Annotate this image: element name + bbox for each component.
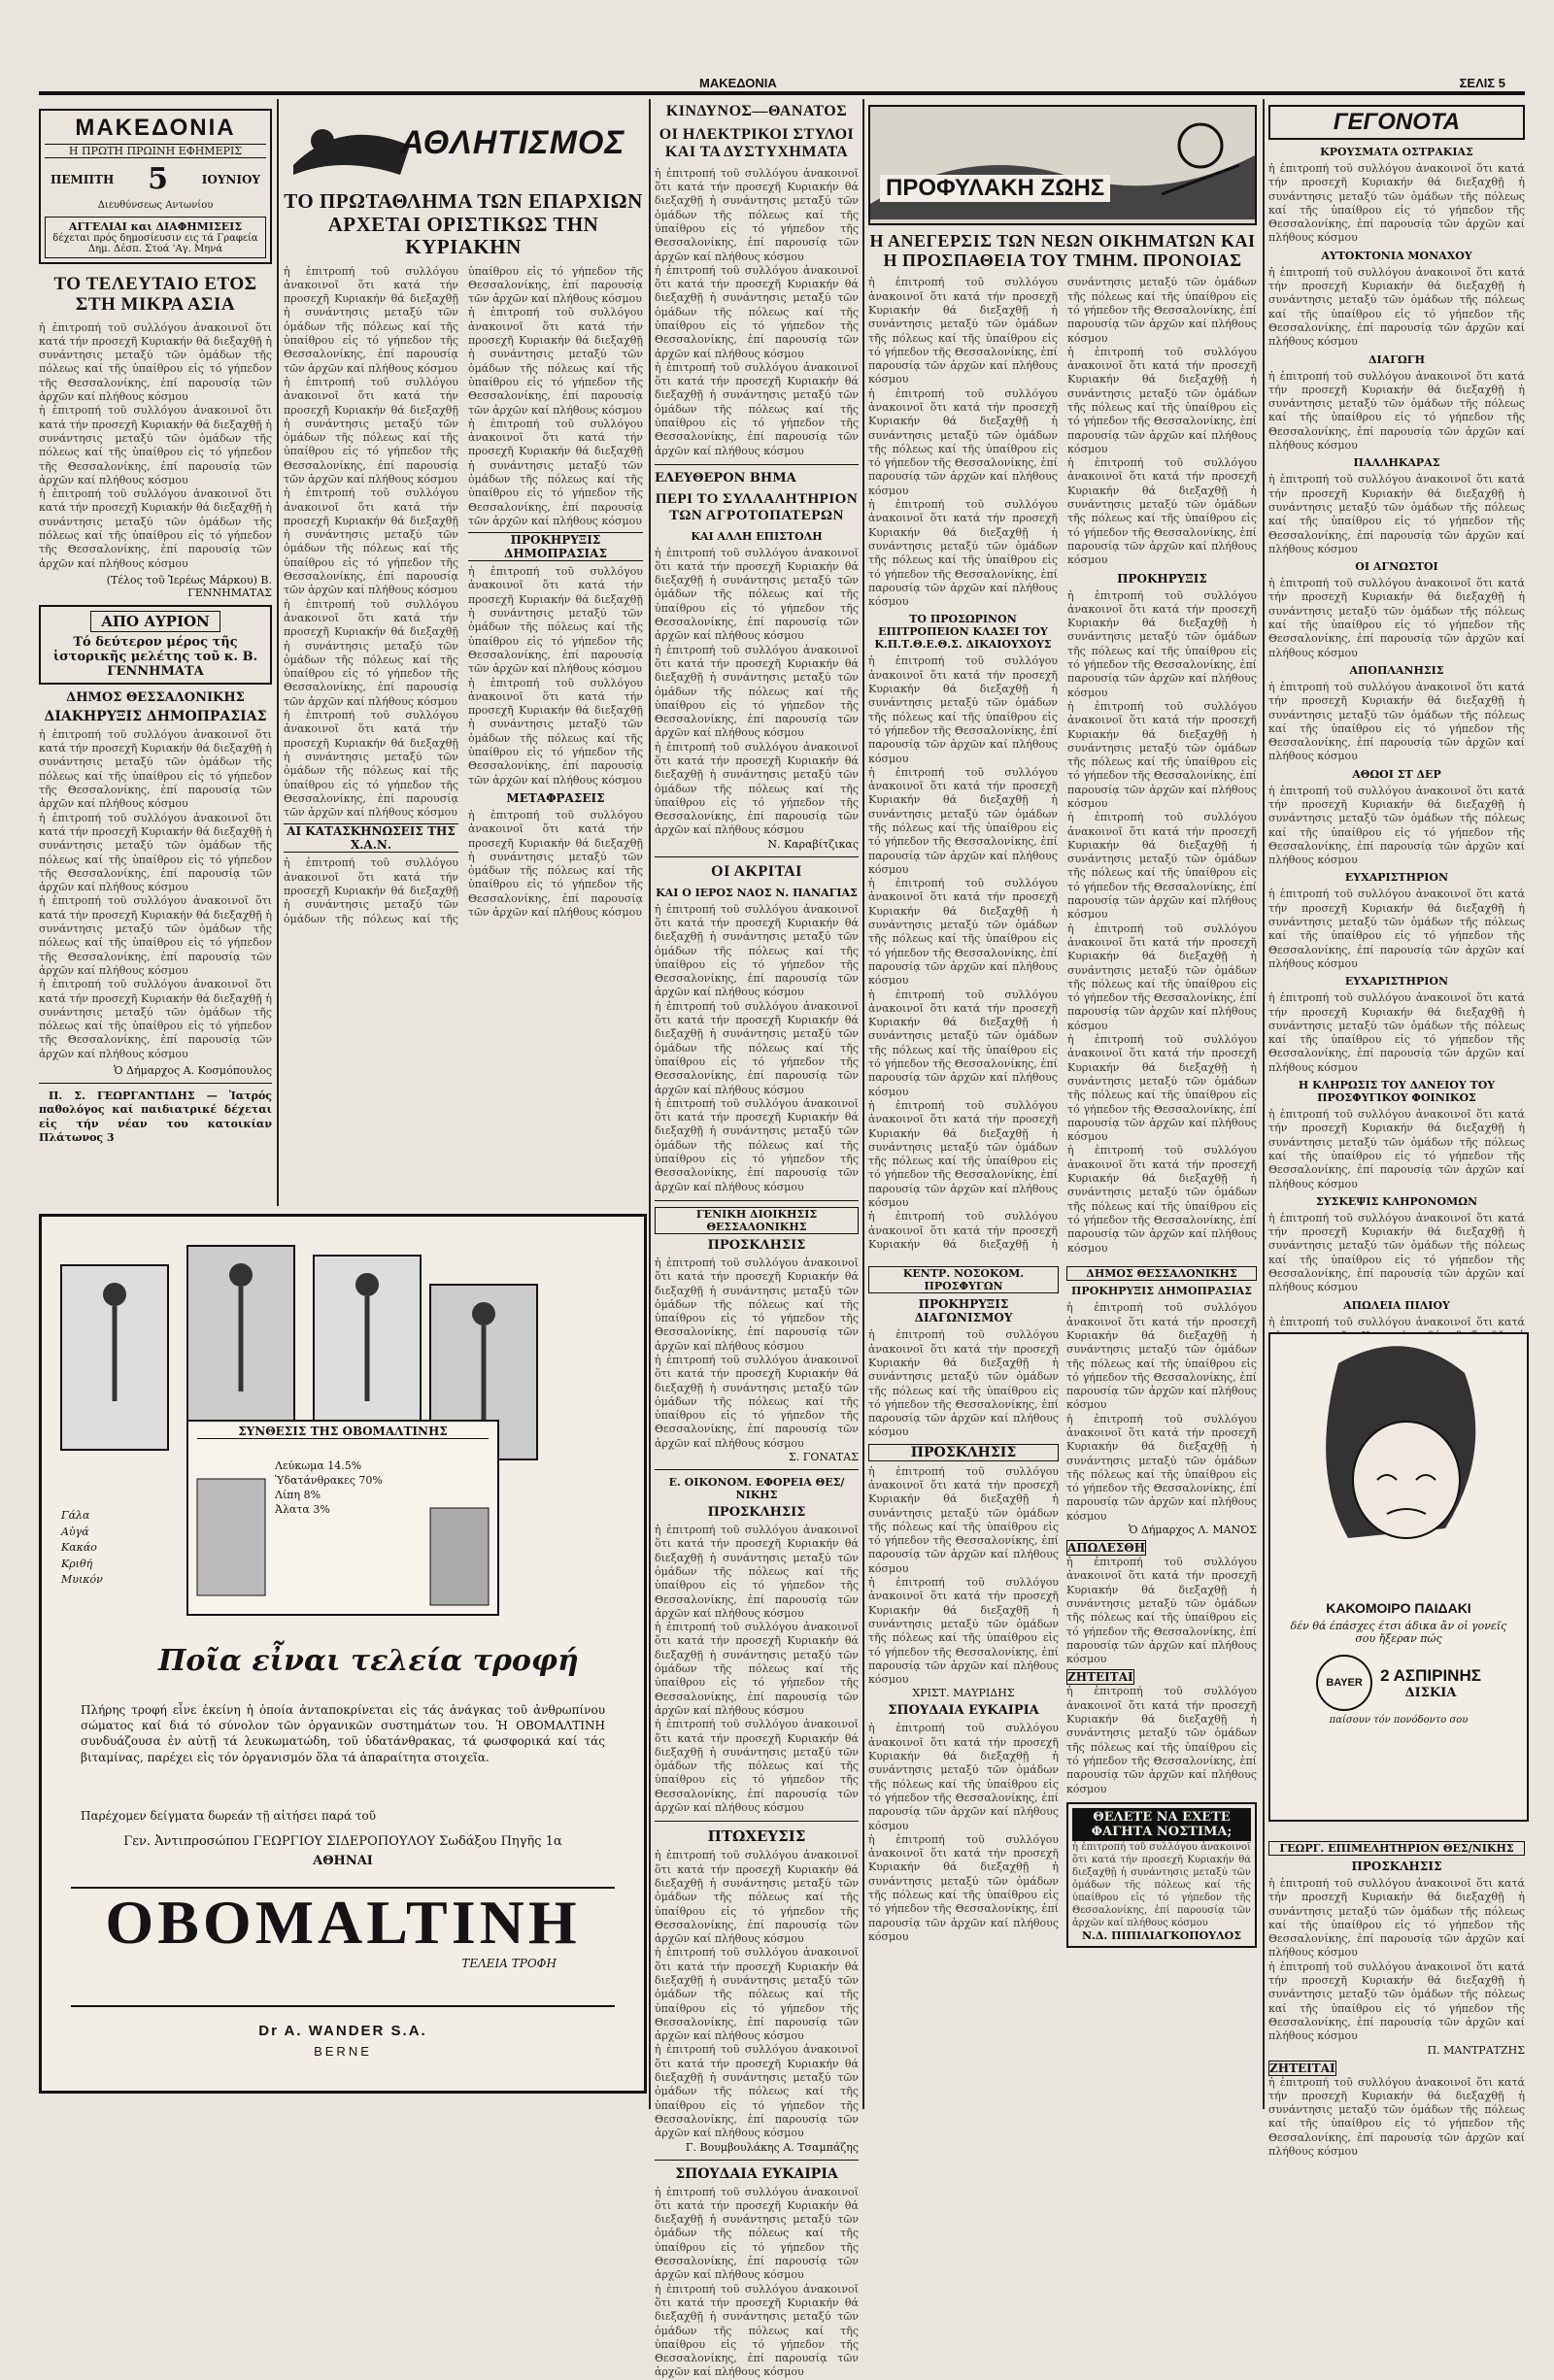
col5-body: ἡ ἐπιτροπή τοῦ συλλόγου ἀνακοινοῖ ὅτι κατά τήν προσεχῆ Κυριακήν θά διεξαχθῇ ἡ συνάντησις μεταξύ τῶν ὁμάδων τῆς πόλεως καί τῆς ὑπαίθρου εἰς τό γήπεδον τῆς Θεσσαλονίκης, ἐπί παρουσίᾳ τῶν ἀρχῶν καί πλήθους κόσμου xyxy=(868,1722,1059,1832)
gov-subtitle: ΠΡΟΣΚΛΗΣΙΣ xyxy=(707,1237,806,1253)
aspirin-product: 2 ΑΣΠΙΡΙΝΗΣ xyxy=(1380,1665,1481,1685)
facts-body: ἡ ἐπιτροπή τοῦ συλλόγου ἀνακοινοῖ ὅτι κατά τήν προσεχῆ Κυριακήν θά διεξαχθῇ ἡ συνάντησις μεταξύ τῶν ὁμάδων τῆς πόλεως καί τῆς ὑπαίθρου εἰς τό γήπεδον τῆς Θεσσαλονίκης, ἐπί παρουσίᾳ τῶν ἀρχῶν καί πλήθους κόσμου xyxy=(1268,473,1525,555)
col5-body: ἡ ἐπιτροπή τοῦ συλλόγου ἀνακοινοῖ ὅτι κατά τήν προσεχῆ Κυριακήν θά διεξαχθῇ ἡ συνάντησις μεταξύ τῶν ὁμάδων τῆς πόλεως καί τῆς ὑπαίθρου εἰς τό γήπεδον τῆς Θεσσαλονίκης, ἐπί παρουσίᾳ τῶν ἀρχῶν καί πλήθους κόσμου xyxy=(868,276,1257,1251)
ovo-banner: ΣΥΝΘΕΣΙΣ ΤΗΣ ΟΒΟΜΑΛΤΙΝΗΣ xyxy=(197,1425,489,1439)
facts-item: ΠΑΛΛΗΚΑΡΑΣ xyxy=(1353,456,1440,470)
danger-headline: ΚΙΝΔΥΝΟΣ—ΘΑΝΑΤΟΣ xyxy=(665,103,848,119)
sports-body: ἡ ἐπιτροπή τοῦ συλλόγου ἀνακοινοῖ ὅτι κατά τήν προσεχῆ Κυριακήν θά διεξαχθῇ ἡ συνάντησις μεταξύ τῶν ὁμάδων τῆς πόλεως καί τῆς ὑπαίθρου εἰς τό γήπεδον τῆς Θεσσαλονίκης, ἐπί παρουσίᾳ τῶν ἀρχῶν καί πλήθους κόσμου xyxy=(284,264,458,375)
ovo-agent: Γεν. Ἀντιπροσώπου ΓΕΩΡΓΙΟΥ ΣΙΔΕΡΟΠΟΥΛΟΥ Σωδάξου Πηγῆς 1α xyxy=(123,1834,562,1849)
ovo-maker: Dr A. WANDER S.A. xyxy=(258,2023,427,2039)
col5-body: ἡ ἐπιτροπή τοῦ συλλόγου ἀνακοινοῖ ὅτι κατά τήν προσεχῆ Κυριακήν θά διεξαχθῇ ἡ συνάντησις μεταξύ τῶν ὁμάδων τῆς πόλεως καί τῆς ὑπαίθρου εἰς τό γήπεδον τῆς Θεσσαλονίκης, ἐπί παρουσίᾳ τῶν ἀρχῶν καί πλήθους κόσμου xyxy=(1067,811,1257,922)
welfare-headline: Η ΑΝΕΓΕΡΣΙΣ ΤΩΝ ΝΕΩΝ ΟΙΚΗΜΑΤΩΝ ΚΑΙ Η ΠΡΟΣΠΑΘΕΙΑ ΤΟΥ ΤΜΗΜ. ΠΡΟΝΟΙΑΣ xyxy=(869,231,1256,271)
facts-item: Η ΚΛΗΡΩΣΙΣ ΤΟΥ ΔΑΝΕΙΟΥ ΤΟΥ ΠΡΟΣΦΥΓΙΚΟΥ ΦΟΙΝΙΚΟΣ xyxy=(1298,1079,1496,1105)
municipality2-signature: Ὁ Δήμαρχος Λ. ΜΑΝΟΣ xyxy=(1128,1524,1257,1537)
col4-body: ἡ ἐπιτροπή τοῦ συλλόγου ἀνακοινοῖ ὅτι κατά τήν προσεχῆ Κυριακήν θά διεξαχθῇ ἡ συνάντησις μεταξύ τῶν ὁμάδων τῆς πόλεως καί τῆς ὑπαίθρου εἰς τό γήπεδον τῆς Θεσσαλονίκης, ἐπί παρουσίᾳ τῶν ἀρχῶν καί πλήθους κόσμου xyxy=(655,643,859,740)
facts-body: ἡ ἐπιτροπή τοῦ συλλόγου ἀνακοινοῖ ὅτι κατά τήν προσεχῆ Κυριακήν θά διεξαχθῇ ἡ συνάντησις μεταξύ τῶν ὁμάδων τῆς πόλεως καί τῆς ὑπαίθρου εἰς τό γήπεδον τῆς Θεσσαλονίκης, ἐπί παρουσίᾳ τῶν ἀρχῶν καί πλήθους κόσμου xyxy=(1268,784,1525,867)
facts-item: ΕΥΧΑΡΙΣΤΗΡΙΟΝ xyxy=(1344,975,1449,989)
aspirin-note: παίσουν τόν πονόδοντο σου xyxy=(1329,1715,1469,1726)
sports-body: ἡ ἐπιτροπή τοῦ συλλόγου ἀνακοινοῖ ὅτι κατά τήν προσεχῆ Κυριακήν θά διεξαχθῇ ἡ συνάντησις μεταξύ τῶν ὁμάδων τῆς πόλεως καί τῆς ὑπαίθρου εἰς τό γήπεδον τῆς Θεσσαλονίκης, ἐπί παρουσίᾳ τῶν ἀρχῶν καί πλήθους κόσμου xyxy=(468,808,643,920)
col4-body: ἡ ἐπιτροπή τοῦ συλλόγου ἀνακοινοῖ ὅτι κατά τήν προσεχῆ Κυριακήν θά διεξαχθῇ ἡ συνάντησις μεταξύ τῶν ὁμάδων τῆς πόλεως καί τῆς ὑπαίθρου εἰς τό γήπεδον τῆς Θεσσαλονίκης, ἐπί παρουσίᾳ τῶν ἀρχῶν καί πλήθους κόσμου xyxy=(655,2282,859,2379)
column-rule xyxy=(862,99,864,2109)
col5-body: ἡ ἐπιτροπή τοῦ συλλόγου ἀνακοινοῖ ὅτι κατά τήν προσεχῆ Κυριακήν θά διεξαχθῇ ἡ συνάντησις μεταξύ τῶν ὁμάδων τῆς πόλεως καί τῆς ὑπαίθρου εἰς τό γήπεδον τῆς Θεσσαλονίκης, ἐπί παρουσίᾳ τῶν ἀρχῶν καί πλήθους κόσμου xyxy=(868,1832,1059,1943)
sports-body: ἡ ἐπιτροπή τοῦ συλλόγου ἀνακοινοῖ ὅτι κατά τήν προσεχῆ Κυριακήν θά διεξαχθῇ ἡ συνάντησις μεταξύ τῶν ὁμάδων τῆς πόλεως καί τῆς ὑπαίθρου εἰς τό γήπεδον τῆς Θεσσαλονίκης, ἐπί παρουσίᾳ τῶν ἀρχῶν καί πλήθους κόσμου xyxy=(284,264,643,925)
ovo-table-values xyxy=(275,1459,383,1517)
ovo-label: Μυικόν xyxy=(61,1573,103,1586)
column-rule xyxy=(277,99,279,1206)
col5-body: ἡ ἐπιτροπή τοῦ συλλόγου ἀνακοινοῖ ὅτι κατά τήν προσεχῆ Κυριακήν θά διεξαχθῇ ἡ συνάντησις μεταξύ τῶν ὁμάδων τῆς πόλεως καί τῆς ὑπαίθρου εἰς τό γήπεδον τῆς Θεσσαλονίκης, ἐπί παρουσίᾳ τῶν ἀρχῶν καί πλήθους κόσμου xyxy=(868,1464,1059,1575)
ovo-value: Ἀλατα 3% xyxy=(275,1502,330,1516)
col4-body: ἡ ἐπιτροπή τοῦ συλλόγου ἀνακοινοῖ ὅτι κατά τήν προσεχῆ Κυριακήν θά διεξαχθῇ ἡ συνάντησις μεταξύ τῶν ὁμάδων τῆς πόλεως καί τῆς ὑπαίθρου εἰς τό γήπεδον τῆς Θεσσαλονίκης, ἐπί παρουσίᾳ τῶν ἀρχῶν καί πλήθους κόσμου xyxy=(655,1096,859,1193)
article-signature: (Τέλος τοῦ Ἱερέως Μάρκου) Β. ΓΕΝΝΗΜΑΤΑΣ xyxy=(106,573,272,599)
col4-body: ἡ ἐπιτροπή τοῦ συλλόγου ἀνακοινοῖ ὅτι κατά τήν προσεχῆ Κυριακήν θά διεξαχθῇ ἡ συνάντησις μεταξύ τῶν ὁμάδων τῆς πόλεως καί τῆς ὑπαίθρου εἰς τό γήπεδον τῆς Θεσσαλονίκης, ἐπί παρουσίᾳ τῶν ἀρχῶν καί πλήθους κόσμου xyxy=(655,1946,859,2043)
facts-item: ΚΡΟΥΣΜΑΤΑ ΟΣΤΡΑΚΙΑΣ xyxy=(1320,146,1473,158)
ovomaltine-ad xyxy=(39,1214,647,2094)
col5-body: ἡ ἐπιτροπή τοῦ συλλόγου ἀνακοινοῖ ὅτι κατά τήν προσεχῆ Κυριακήν θά διεξαχθῇ ἡ συνάντησις μεταξύ τῶν ὁμάδων τῆς πόλεως καί τῆς ὑπαίθρου εἰς τό γήπεδον τῆς Θεσσαλονίκης, ἐπί παρουσίᾳ τῶν ἀρχῶν καί πλήθους κόσμου xyxy=(1066,1301,1257,1412)
auction-body: ἡ ἐπιτροπή τοῦ συλλόγου ἀνακοινοῖ ὅτι κατά τήν προσεχῆ Κυριακήν θά διεξαχθῇ ἡ συνάντησις μεταξύ τῶν ὁμάδων τῆς πόλεως καί τῆς ὑπαίθρου εἰς τό γήπεδον τῆς Θεσσαλονίκης, ἐπί παρουσίᾳ τῶν ἀρχῶν καί πλήθους κόσμου xyxy=(39,811,272,894)
municipality2-title: ΔΗΜΟΣ ΘΕΣΣΑΛΟΝΙΚΗΣ xyxy=(1066,1266,1257,1281)
facts-item: ΣΥΣΚΕΨΙΣ ΚΛΗΡΟΝΟΜΩΝ xyxy=(1315,1194,1478,1208)
proclamation-label: ΠΡΟΚΗΡΥΞΙΣ xyxy=(1117,571,1207,586)
auction-title: ΔΙΑΚΗΡΥΞΙΣ ΔΗΜΟΠΡΑΣΙΑΣ xyxy=(44,708,267,724)
col5-body: ἡ ἐπιτροπή τοῦ συλλόγου ἀνακοινοῖ ὅτι κατά τήν προσεχῆ Κυριακήν θά διεξαχθῇ ἡ συνάντησις μεταξύ τῶν ὁμάδων τῆς πόλεως καί τῆς ὑπαίθρου εἰς τό γήπεδον τῆς Θεσσαλονίκης, ἐπί παρουσίᾳ τῶν ἀρχῶν καί πλήθους κόσμου xyxy=(1067,699,1257,810)
col4-body: ἡ ἐπιτροπή τοῦ συλλόγου ἀνακοινοῖ ὅτι κατά τήν προσεχῆ Κυριακήν θά διεξαχθῇ ἡ συνάντησις μεταξύ τῶν ὁμάδων τῆς πόλεως καί τῆς ὑπαίθρου εἰς τό γήπεδον τῆς Θεσσαλονίκης, ἐπί παρουσίᾳ τῶν ἀρχῶν καί πλήθους κόσμου xyxy=(655,999,859,1096)
ovo-value: Ὑδατάνθρακες 70% xyxy=(275,1473,383,1487)
committee-title: ΤΟ ΠΡΟΣΩΡΙΝΟΝ ΕΠΙΤΡΟΠΕΙΟΝ ΚΛΑΣΕΙ ΤΟΥ Κ.Π.Τ.Θ.Ε.Θ.Σ. ΔΙΚΑΙΟΥΧΟΥΣ xyxy=(874,613,1052,652)
facts-body: ἡ ἐπιτροπή τοῦ συλλόγου ἀνακοινοῖ ὅτι κατά τήν προσεχῆ Κυριακήν θά διεξαχθῇ ἡ συνάντησις μεταξύ τῶν ὁμάδων τῆς πόλεως καί τῆς ὑπαίθρου εἰς τό γήπεδον τῆς Θεσσαλονίκης, ἐπί παρουσίᾳ τῶν ἀρχῶν καί πλήθους κόσμου xyxy=(1268,888,1525,970)
coop-signature: Ν. Καραβίτζικας xyxy=(767,837,859,851)
facts-item: ΑΘΩΟΙ ΣΤ ΔΕΡ xyxy=(1352,767,1441,781)
chamber-title: ΓΕΩΡΓ. ΕΠΙΜΕΛΗΤΗΡΙΟΝ ΘΕΣ/ΝΙΚΗΣ xyxy=(1268,1841,1525,1856)
tomorrow-title: ΑΠΟ ΑΥΡΙΟΝ xyxy=(90,611,220,632)
column-rule xyxy=(1263,99,1265,2109)
welfare-logo-block xyxy=(868,105,1257,225)
ovo-slogan: Ποῖα εἶναι τελεία τροφή xyxy=(158,1644,579,1678)
col5-body: ἡ ἐπιτροπή τοῦ συλλόγου ἀνακοινοῖ ὅτι κατά τήν προσεχῆ Κυριακήν θά διεξαχθῇ ἡ συνάντησις μεταξύ τῶν ὁμάδων τῆς πόλεως καί τῆς ὑπαίθρου εἰς τό γήπεδον τῆς Θεσσαλονίκης, ἐπί παρουσίᾳ τῶν ἀρχῶν καί πλήθους κόσμου xyxy=(868,498,1058,609)
welfare-logo: ΠΡΟΦΥΛΑΚΗ ΖΩΗΣ xyxy=(880,175,1110,202)
masthead-day: ΠΕΜΠΤΗ xyxy=(51,172,115,186)
ovo-brand-sub: ΤΕΛΕΙΑ ΤΡΟΦΗ xyxy=(461,1957,557,1971)
sports-body: ἡ ἐπιτροπή τοῦ συλλόγου ἀνακοινοῖ ὅτι κατά τήν προσεχῆ Κυριακήν θά διεξαχθῇ ἡ συνάντησις μεταξύ τῶν ὁμάδων τῆς πόλεως καί τῆς ὑπαίθρου εἰς τό γήπεδον τῆς Θεσσαλονίκης, ἐπί παρουσίᾳ τῶν ἀρχῶν καί πλήθους κόσμου xyxy=(468,676,643,787)
facts-item: ΟΙ ΑΓΝΩΣΤΟΙ xyxy=(1355,560,1438,574)
sports-body: ἡ ἐπιτροπή τοῦ συλλόγου ἀνακοινοῖ ὅτι κατά τήν προσεχῆ Κυριακήν θά διεξαχθῇ ἡ συνάντησις μεταξύ τῶν ὁμάδων τῆς πόλεως καί τῆς ὑπαίθρου εἰς τό γήπεδον τῆς Θεσσαλονίκης, ἐπί παρουσίᾳ τῶν ἀρχῶν καί πλήθους κόσμου xyxy=(468,417,643,527)
col5-body: ἡ ἐπιτροπή τοῦ συλλόγου ἀνακοινοῖ ὅτι κατά τήν προσεχῆ Κυριακήν θά διεξαχθῇ ἡ συνάντησις μεταξύ τῶν ὁμάδων τῆς πόλεως καί τῆς ὑπαίθρου εἰς τό γήπεδον τῆς Θεσσαλονίκης, ἐπί παρουσίᾳ τῶν ἀρχῶν καί πλήθους κόσμου xyxy=(868,1098,1058,1210)
ovo-body: Πλήρης τροφή εἶνε ἐκείνη ἡ ὁποία ἀνταποκρίνεται εἰς τάς ἀνάγκας τοῦ ἀνθρωπίνου σώματος καί διά τό σύνολον τῶν ὀργανικῶν συστημάτων του. Ἡ ΟΒΟΜΑΛΤΙΝΗ συνδυάζουσα ἐν αὐτῇ τά λευκωματώδη, τοῦ ὑδατάνθρακας, τά φωσφορικά καί τάς βιταμίνας, παρέχει εἰς τόν ὀργανισμόν ὅλα τά ἀπαραίτητα στοιχεῖα. xyxy=(81,1703,605,1764)
ovo-label: Κακάο xyxy=(61,1541,97,1554)
bankruptcy-title: ΠΤΩΧΕΥΣΙΣ xyxy=(707,1827,806,1846)
facts-body: ἡ ἐπιτροπή τοῦ συλλόγου ἀνακοινοῖ ὅτι κατά xyxy=(1268,1315,1525,1328)
header-page-number: ΣΕΛΙΣ 5 xyxy=(1459,76,1505,90)
col5-body: ἡ ἐπιτροπή τοῦ συλλόγου ἀνακοινοῖ ὅτι κατά τήν προσεχῆ Κυριακήν θά διεξαχθῇ ἡ συνάντησις μεταξύ τῶν ὁμάδων τῆς πόλεως καί τῆς ὑπαίθρου εἰς τό γήπεδον τῆς Θεσσαλονίκης, ἐπί παρουσίᾳ τῶν ἀρχῶν καί πλήθους κόσμου xyxy=(1066,1556,1257,1666)
akritai-subtitle: ΚΑΙ Ο ΙΕΡΟΣ ΝΑΟΣ Ν. ΠΑΝΑΓΙΑΣ xyxy=(656,886,858,899)
col5-body: ἡ ἐπιτροπή τοῦ συλλόγου ἀνακοινοῖ ὅτι κατά τήν προσεχῆ Κυριακήν θά διεξαχθῇ ἡ συνάντησις μεταξύ τῶν ὁμάδων τῆς πόλεως καί τῆς ὑπαίθρου εἰς τό γήπεδον τῆς Θεσσαλονίκης, ἐπί παρουσίᾳ τῶν ἀρχῶν καί πλήθους κόσμου xyxy=(868,877,1058,988)
article-body: ἡ ἐπιτροπή τοῦ συλλόγου ἀνακοινοῖ ὅτι κατά τήν προσεχῆ Κυριακήν θά διεξαχθῇ ἡ συνάντησις μεταξύ τῶν ὁμάδων τῆς πόλεως καί τῆς ὑπαίθρου εἰς τό γήπεδον τῆς Θεσσαλονίκης, ἐπί παρουσίᾳ τῶν ἀρχῶν καί πλήθους κόσμου xyxy=(39,320,272,404)
col4-body: ἡ ἐπιτροπή τοῦ συλλόγου ἀνακοινοῖ ὅτι κατά τήν προσεχῆ Κυριακήν θά διεξαχθῇ ἡ συνάντησις μεταξύ τῶν ὁμάδων τῆς πόλεως καί τῆς ὑπαίθρου εἰς τό γήπεδον τῆς Θεσσαλονίκης, ἐπί παρουσίᾳ τῶν ἀρχῶν καί πλήθους κόσμου xyxy=(655,1621,859,1717)
coop-title: ΠΕΡΙ ΤΟ ΣΥΛΛΑΛΗΤΗΡΙΟΝ ΤΩΝ ΑΓΡΟΤΟΠΑΤΕΡΩΝ xyxy=(655,490,859,523)
facts-body: ἡ ἐπιτροπή τοῦ συλλόγου ἀνακοινοῖ ὅτι κατά τήν προσεχῆ Κυριακήν θά διεξαχθῇ ἡ συνάντησις μεταξύ τῶν ὁμάδων τῆς πόλεως καί τῆς ὑπαίθρου εἰς τό γήπεδον τῆς Θεσσαλονίκης, ἐπί παρουσίᾳ τῶν ἀρχῶν καί πλήθους κόσμου xyxy=(1268,1211,1525,1294)
column-1 xyxy=(39,99,272,1206)
tomorrow-box xyxy=(39,605,272,685)
wanted-label: ΖΗΤΕΙΤΑΙ xyxy=(1067,1670,1133,1685)
masthead xyxy=(39,109,272,264)
col4-body: ἡ ἐπιτροπή τοῦ συλλόγου ἀνακοινοῖ ὅτι κατά τήν προσεχῆ Κυριακήν θά διεξαχθῇ ἡ συνάντησις μεταξύ τῶν ὁμάδων τῆς πόλεως καί τῆς ὑπαίθρου εἰς τό γήπεδον τῆς Θεσσαλονίκης, ἐπί παρουσίᾳ τῶν ἀρχῶν καί πλήθους κόσμου xyxy=(655,902,859,999)
ovo-logo-block xyxy=(71,1887,615,2007)
article-title: ΤΟ ΤΕΛΕΥΤΑΙΟ ΕΤΟΣ ΣΤΗ ΜΙΚΡΑ ΑΣΙΑ xyxy=(53,274,257,316)
proclamation-title: ΠΡΟΚΗΡΥΞΙΣ ΔΗΜΟΠΡΑΣΙΑΣ xyxy=(468,532,643,561)
header-paper-name: ΜΑΚΕΔΟΝΙΑ xyxy=(699,76,777,90)
article-body: ἡ ἐπιτροπή τοῦ συλλόγου ἀνακοινοῖ ὅτι κατά τήν προσεχῆ Κυριακήν θά διεξαχθῇ ἡ συνάντησις μεταξύ τῶν ὁμάδων τῆς πόλεως καί τῆς ὑπαίθρου εἰς τό γήπεδον τῆς Θεσσαλονίκης, ἐπί παρουσίᾳ τῶν ἀρχῶν καί πλήθους κόσμου xyxy=(39,404,272,486)
column-5 xyxy=(868,99,1257,2109)
col5-body: ἡ ἐπιτροπή τοῦ συλλόγου ἀνακοινοῖ ὅτι κατά τήν προσεχῆ Κυριακήν θά διεξαχθῇ ἡ συνάντησις μεταξύ τῶν ὁμάδων τῆς πόλεως καί τῆς ὑπαίθρου εἰς τό γήπεδον τῆς Θεσσαλονίκης, ἐπί παρουσίᾳ τῶν ἀρχῶν καί πλήθους κόσμου xyxy=(1067,345,1257,455)
col5-body: ἡ ἐπιτροπή τοῦ συλλόγου ἀνακοινοῖ ὅτι κατά τήν προσεχῆ Κυριακήν θά διεξαχθῇ ἡ συνάντησις μεταξύ τῶν ὁμάδων τῆς πόλεως καί τῆς ὑπαίθρου εἰς τό γήπεδον τῆς Θεσσαλονίκης, ἐπί παρουσίᾳ τῶν ἀρχῶν καί πλήθους κόσμου xyxy=(868,765,1058,876)
bankruptcy-signature: Γ. Βουμβουλάκης Α. Τσαμπάζης xyxy=(685,2140,859,2154)
aspirin-ad xyxy=(1268,1332,1529,1822)
auction-body: ἡ ἐπιτροπή τοῦ συλλόγου ἀνακοινοῖ ὅτι κατά τήν προσεχῆ Κυριακήν θά διεξαχθῇ ἡ συνάντησις μεταξύ τῶν ὁμάδων τῆς πόλεως καί τῆς ὑπαίθρου εἰς τό γήπεδον τῆς Θεσσαλονίκης, ἐπί παρουσίᾳ τῶν ἀρχῶν καί πλήθους κόσμου xyxy=(39,894,272,977)
article-body: ἡ ἐπιτροπή τοῦ συλλόγου ἀνακοινοῖ ὅτι κατά τήν προσεχῆ Κυριακήν θά διεξαχθῇ ἡ συνάντησις μεταξύ τῶν ὁμάδων τῆς πόλεως καί τῆς ὑπαίθρου εἰς τό γήπεδον τῆς Θεσσαλονίκης, ἐπί παρουσίᾳ τῶν ἀρχῶν καί πλήθους κόσμου xyxy=(39,487,272,570)
translations-title: ΜΕΤΑΦΡΑΣΕΙΣ xyxy=(506,790,605,805)
sports-body: ἡ ἐπιτροπή τοῦ συλλόγου ἀνακοινοῖ ὅτι κατά τήν προσεχῆ Κυριακήν θά διεξαχθῇ ἡ συνάντησις μεταξύ τῶν ὁμάδων τῆς πόλεως καί τῆς ὑπαίθρου εἰς τό γήπεδον τῆς Θεσσαλονίκης, ἐπί παρουσίᾳ τῶν ἀρχῶν καί πλήθους κόσμου xyxy=(284,709,458,820)
gov-title: ΓΕΝΙΚΗ ΔΙΟΙΚΗΣΙΣ ΘΕΣΣΑΛΟΝΙΚΗΣ xyxy=(655,1207,859,1234)
masthead-name: ΜΑΚΕΔΟΝΙΑ xyxy=(75,115,236,141)
col4-body: ἡ ἐπιτροπή τοῦ συλλόγου ἀνακοινοῖ ὅτι κατά τήν προσεχῆ Κυριακήν θά διεξαχθῇ ἡ συνάντησις μεταξύ τῶν ὁμάδων τῆς πόλεως καί τῆς ὑπαίθρου εἰς τό γήπεδον τῆς Θεσσαλονίκης, ἐπί παρουσίᾳ τῶν ἀρχῶν καί πλήθους κόσμου xyxy=(655,263,859,360)
column-6 xyxy=(1268,99,1525,2159)
facts-item: ΑΥΤΟΚΤΟΝΙΑ ΜΟΝΑΧΟΥ xyxy=(1321,249,1472,262)
auction-signature: Ὁ Δήμαρχος Α. Κοσμόπουλος xyxy=(114,1064,272,1077)
child-illustration xyxy=(1270,1334,1523,1596)
sports-logo: ΑΘΛΗΤΙΣΜΟΣ xyxy=(400,124,625,161)
ovo-label: Γάλα xyxy=(61,1509,90,1522)
coop-subtitle: ΚΑΙ ΑΛΛΗ ΕΠΙΣΤΟΛΗ xyxy=(691,529,823,543)
facts-body: ἡ ἐπιτροπή τοῦ συλλόγου ἀνακοινοῖ ὅτι κατά τήν προσεχῆ Κυριακήν θά διεξαχθῇ ἡ συνάντησις μεταξύ τῶν ὁμάδων τῆς πόλεως καί τῆς ὑπαίθρου εἰς τό γήπεδον τῆς Θεσσαλονίκης, ἐπί παρουσίᾳ τῶν ἀρχῶν καί πλήθους κόσμου xyxy=(1268,680,1525,763)
sports-body: ἡ ἐπιτροπή τοῦ συλλόγου ἀνακοινοῖ ὅτι κατά τήν προσεχῆ Κυριακήν θά διεξαχθῇ ἡ συνάντησις μεταξύ τῶν ὁμάδων τῆς πόλεως καί τῆς ὑπαίθρου εἰς τό γήπεδον τῆς Θεσσαλονίκης, ἐπί παρουσίᾳ τῶν ἀρχῶν καί πλήθους κόσμου xyxy=(468,565,643,676)
facts-body: ἡ ἐπιτροπή τοῦ συλλόγου ἀνακοινοῖ ὅτι κατά τήν προσεχῆ Κυριακήν θά διεξαχθῇ ἡ συνάντησις μεταξύ τῶν ὁμάδων τῆς πόλεως καί τῆς ὑπαίθρου εἰς τό γήπεδον τῆς Θεσσαλονίκης, ἐπί παρουσίᾳ τῶν ἀρχῶν καί πλήθους κόσμου xyxy=(1268,991,1525,1074)
col5-body: ἡ ἐπιτροπή τοῦ συλλόγου ἀνακοινοῖ ὅτι κατά τήν προσεχῆ Κυριακήν θά διεξαχθῇ ἡ συνάντησις μεταξύ τῶν ὁμάδων τῆς πόλεως καί τῆς ὑπαίθρου εἰς τό γήπεδον τῆς Θεσσαλονίκης, ἐπί παρουσίᾳ τῶν ἀρχῶν καί πλήθους κόσμου xyxy=(1067,1144,1257,1255)
col4-body: ἡ ἐπιτροπή τοῦ συλλόγου ἀνακοινοῖ ὅτι κατά τήν προσεχῆ Κυριακήν θά διεξαχθῇ ἡ συνάντησις μεταξύ τῶν ὁμάδων τῆς πόλεως καί τῆς ὑπαίθρου εἰς τό γήπεδον τῆς Θεσσαλονίκης, ἐπί παρουσίᾳ τῶν ἀρχῶν καί πλήθους κόσμου xyxy=(655,1524,859,1620)
camps-title: ΑΙ ΚΑΤΑΣΚΗΝΩΣΕΙΣ ΤΗΣ Χ.Α.Ν. xyxy=(284,823,458,853)
hospital-subtitle: ΠΡΟΚΗΡΥΞΙΣ ΔΙΑΓΩΝΙΣΜΟΥ xyxy=(914,1297,1013,1325)
invitations-signature: ΧΡΙΣΤ. ΜΑΥΡΙΔΗΣ xyxy=(912,1687,1015,1700)
col5-body: ἡ ἐπιτροπή τοῦ συλλόγου ἀνακοινοῖ ὅτι κατά τήν προσεχῆ Κυριακήν θά διεξαχθῇ ἡ συνάντησις μεταξύ τῶν ὁμάδων τῆς πόλεως καί τῆς ὑπαίθρου εἰς τό γήπεδον τῆς Θεσσαλονίκης, ἐπί παρουσίᾳ τῶν ἀρχῶν καί πλήθους κόσμου xyxy=(868,654,1058,765)
masthead-tagline: Η ΠΡΩΤΗ ΠΡΩΙΝΗ ΕΦΗΜΕΡΙΣ xyxy=(45,144,266,158)
chamber-body: ἡ ἐπιτροπή τοῦ συλλόγου ἀνακοινοῖ ὅτι κατά τήν προσεχῆ Κυριακήν θά διεξαχθῇ ἡ συνάντησις μεταξύ τῶν ὁμάδων τῆς πόλεως καί τῆς ὑπαίθρου εἰς τό γήπεδον τῆς Θεσσαλονίκης, ἐπί παρουσίᾳ τῶν ἀρχῶν καί πλήθους κόσμου xyxy=(1268,1960,1525,2043)
ovo-samples: Παρέχομεν δείγματα δωρεάν τῇ αἰτήσει παρά τοῦ xyxy=(81,1809,377,1823)
facts-body: ἡ ἐπιτροπή τοῦ συλλόγου ἀνακοινοῖ ὅτι κατά τήν προσεχῆ Κυριακήν θά διεξαχθῇ ἡ συνάντησις μεταξύ τῶν ὁμάδων τῆς πόλεως καί τῆς ὑπαίθρου εἰς τό γήπεδον τῆς Θεσσαλονίκης, ἐπί παρουσίᾳ τῶν ἀρχῶν καί πλήθους κόσμου xyxy=(1268,1108,1525,1190)
doctor-ad: Π. Σ. ΓΕΩΡΓΑΝΤΙΔΗΣ — Ἰατρός παθολόγος καί παιδιατρικέ δέχεται εἰς τήν νέαν του κατοικίαν Πλάτωνος 3 xyxy=(39,1089,272,1144)
chamber-notice xyxy=(1268,1837,1525,2159)
col5-body: ἡ ἐπιτροπή τοῦ συλλόγου ἀνακοινοῖ ὅτι κατά τήν προσεχῆ Κυριακήν θά διεξαχθῇ ἡ συνάντησις μεταξύ τῶν ὁμάδων τῆς πόλεως καί τῆς ὑπαίθρου εἰς τό γήπεδον τῆς Θεσσαλονίκης, ἐπί παρουσίᾳ τῶν ἀρχῶν καί πλήθους κόσμου xyxy=(868,988,1058,1098)
invitations-title: ΠΡΟΣΚΛΗΣΙΣ xyxy=(868,1444,1059,1461)
col5-body: ἡ ἐπιτροπή τοῦ συλλόγου ἀνακοινοῖ ὅτι κατά τήν προσεχῆ Κυριακήν θά διεξαχθῇ ἡ συνάντησις μεταξύ τῶν ὁμάδων τῆς πόλεως καί τῆς ὑπαίθρου εἰς τό γήπεδον τῆς Θεσσαλονίκης, ἐπί παρουσίᾳ τῶν ἀρχῶν καί πλήθους κόσμου xyxy=(1067,1033,1257,1144)
municipality2-subtitle: ΠΡΟΚΗΡΥΞΙΣ ΔΗΜΟΠΡΑΣΙΑΣ xyxy=(1071,1285,1252,1298)
tax-subtitle: ΠΡΟΣΚΛΗΣΙΣ xyxy=(707,1505,806,1521)
column-4 xyxy=(655,99,859,2379)
facts-body: ἡ ἐπιτροπή τοῦ συλλόγου ἀνακοινοῖ ὅτι κατά τήν προσεχῆ Κυριακήν θά διεξαχθῇ ἡ συνάντησις μεταξύ τῶν ὁμάδων τῆς πόλεως καί τῆς ὑπαίθρου εἰς τό γήπεδον τῆς Θεσσαλονίκης, ἐπί παρουσίᾳ τῶν ἀρχῶν καί πλήθους κόσμου xyxy=(1268,162,1525,245)
masthead-month: ΙΟΥΝΙΟΥ xyxy=(201,172,260,186)
food-ad-agent: Ν.Δ. ΠΙΠΙΛΙΑΓΚΟΠΟΥΛΟΣ xyxy=(1081,1928,1242,1942)
chamber-signature: Π. ΜΑΝΤΡΑΤΖΗΣ xyxy=(1427,2043,1525,2057)
masthead-editor: Διευθύνσεως Αντωνίου xyxy=(97,200,214,211)
facts-body: ἡ ἐπιτροπή τοῦ συλλόγου ἀνακοινοῖ ὅτι κατά τήν προσεχῆ Κυριακήν θά διεξαχθῇ ἡ συνάντησις μεταξύ τῶν ὁμάδων τῆς πόλεως καί τῆς ὑπαίθρου εἰς τό γήπεδον τῆς Θεσσαλονίκης, ἐπί παρουσίᾳ τῶν ἀρχῶν καί πλήθους κόσμου xyxy=(1268,265,1525,349)
sports-section xyxy=(284,99,643,1206)
auction-body: ἡ ἐπιτροπή τοῦ συλλόγου ἀνακοινοῖ ὅτι κατά τήν προσεχῆ Κυριακήν θά διεξαχθῇ ἡ συνάντησις μεταξύ τῶν ὁμάδων τῆς πόλεως καί τῆς ὑπαίθρου εἰς τό γήπεδον τῆς Θεσσαλονίκης, ἐπί παρουσίᾳ τῶν ἀρχῶν καί πλήθους κόσμου xyxy=(39,978,272,1060)
food-ad-body: ἡ ἐπιτροπή τοῦ συλλόγου ἀνακοινοῖ ὅτι κατά τήν προσεχῆ Κυριακήν θά διεξαχθῇ ἡ συνάντησις μεταξύ τῶν ὁμάδων τῆς πόλεως καί τῆς ὑπαίθρου εἰς τό γήπεδον τῆς Θεσσαλονίκης, ἐπί παρουσίᾳ τῶν ἀρχῶν καί πλήθους κόσμου xyxy=(1072,1841,1251,1928)
col4-body: ἡ ἐπιτροπή τοῦ συλλόγου ἀνακοινοῖ ὅτι κατά τήν προσεχῆ Κυριακήν θά διεξαχθῇ ἡ συνάντησις μεταξύ τῶν ὁμάδων τῆς πόλεως καί τῆς ὑπαίθρου εἰς τό γήπεδον τῆς Θεσσαλονίκης, ἐπί παρουσίᾳ τῶν ἀρχῶν καί πλήθους κόσμου xyxy=(655,1849,859,1946)
col4-body: ἡ ἐπιτροπή τοῦ συλλόγου ἀνακοινοῖ ὅτι κατά τήν προσεχῆ Κυριακήν θά διεξαχθῇ ἡ συνάντησις μεταξύ τῶν ὁμάδων τῆς πόλεως καί τῆς ὑπαίθρου εἰς τό γήπεδον τῆς Θεσσαλονίκης, ἐπί παρουσίᾳ τῶν ἀρχῶν καί πλήθους κόσμου xyxy=(655,1354,859,1450)
opportunity-title: ΣΠΟΥΔΑΙΑ ΕΥΚΑΙΡΙΑ xyxy=(675,2165,838,2182)
col5-body: ἡ ἐπιτροπή τοῦ συλλόγου ἀνακοινοῖ ὅτι κατά τήν προσεχῆ Κυριακήν θά διεξαχθῇ ἡ συνάντησις μεταξύ τῶν ὁμάδων τῆς πόλεως καί τῆς ὑπαίθρου εἰς τό γήπεδον τῆς Θεσσαλονίκης, ἐπί παρουσίᾳ τῶν ἀρχῶν καί πλήθους κόσμου xyxy=(868,1328,1059,1439)
hospital-title: ΚΕΝΤΡ. ΝΟΣΟΚΟΜ. ΠΡΟΣΦΥΓΩΝ xyxy=(868,1266,1059,1293)
col4-body: ἡ ἐπιτροπή τοῦ συλλόγου ἀνακοινοῖ ὅτι κατά τήν προσεχῆ Κυριακήν θά διεξαχθῇ ἡ συνάντησις μεταξύ τῶν ὁμάδων τῆς πόλεως καί τῆς ὑπαίθρου εἰς τό γήπεδον τῆς Θεσσαλονίκης, ἐπί παρουσίᾳ τῶν ἀρχῶν καί πλήθους κόσμου xyxy=(655,546,859,643)
facts-item: ΔΙΑΓΩΓΗ xyxy=(1368,352,1426,366)
col5-body: ἡ ἐπιτροπή τοῦ συλλόγου ἀνακοινοῖ ὅτι κατά τήν προσεχῆ Κυριακήν θά διεξαχθῇ ἡ συνάντησις μεταξύ τῶν ὁμάδων τῆς πόλεως καί τῆς ὑπαίθρου εἰς τό γήπεδον τῆς Θεσσαλονίκης, ἐπί παρουσίᾳ τῶν ἀρχῶν καί πλήθους κόσμου xyxy=(1067,588,1257,699)
col5-body: ἡ ἐπιτροπή τοῦ συλλόγου ἀνακοινοῖ ὅτι κατά τήν προσεχῆ Κυριακήν θά διεξαχθῇ ἡ συνάντησις μεταξύ τῶν ὁμάδων τῆς πόλεως καί τῆς ὑπαίθρου εἰς τό γήπεδον τῆς Θεσσαλονίκης, ἐπί παρουσίᾳ τῶν ἀρχῶν καί πλήθους κόσμου xyxy=(1066,1685,1257,1795)
sports-logo-block xyxy=(284,107,643,184)
facts-item: ΑΠΟΠΛΑΝΗΣΙΣ xyxy=(1349,663,1444,677)
food-ad-title: ΘΕΛΕΤΕ ΝΑ ΕΧΕΤΕ ΦΑΓΗΤΑ ΝΟΣΤΙΜΑ; xyxy=(1072,1808,1251,1841)
tax-title: Ε. ΟΙΚΟΝΟΜ. ΕΦΟΡΕΙΑ ΘΕΣ/ΝΙΚΗΣ xyxy=(668,1476,845,1502)
facts-body: ἡ ἐπιτροπή τοῦ συλλόγου ἀνακοινοῖ ὅτι κατά τήν προσεχῆ Κυριακήν θά διεξαχθῇ ἡ συνάντησις μεταξύ τῶν ὁμάδων τῆς πόλεως καί τῆς ὑπαίθρου εἰς τό γήπεδον τῆς Θεσσαλονίκης, ἐπί παρουσίᾳ τῶν ἀρχῶν καί πλήθους κόσμου xyxy=(1268,369,1525,453)
sports-body: ἡ ἐπιτροπή τοῦ συλλόγου ἀνακοινοῖ ὅτι κατά τήν προσεχῆ Κυριακήν θά διεξαχθῇ ἡ συνάντησις μεταξύ τῶν ὁμάδων τῆς πόλεως καί τῆς ὑπαίθρου εἰς τό γήπεδον τῆς Θεσσαλονίκης, ἐπί παρουσίᾳ τῶν ἀρχῶν καί πλήθους κόσμου xyxy=(284,375,458,486)
col4-body: ἡ ἐπιτροπή τοῦ συλλόγου ἀνακοινοῖ ὅτι κατά τήν προσεχῆ Κυριακήν θά διεξαχθῇ ἡ συνάντησις μεταξύ τῶν ὁμάδων τῆς πόλεως καί τῆς ὑπαίθρου εἰς τό γήπεδον τῆς Θεσσαλονίκης, ἐπί παρουσίᾳ τῶν ἀρχῶν καί πλήθους κόσμου xyxy=(655,2185,859,2282)
sports-body: ἡ ἐπιτροπή τοῦ συλλόγου ἀνακοινοῖ ὅτι κατά τήν προσεχῆ Κυριακήν θά διεξαχθῇ ἡ συνάντησις μεταξύ τῶν ὁμάδων τῆς πόλεως καί τῆς ὑπαίθρου εἰς τό γήπεδον τῆς Θεσσαλονίκης, ἐπί παρουσίᾳ τῶν ἀρχῶν καί πλήθους κόσμου xyxy=(468,306,643,417)
ads-text: δέχεται πρός δημοσίευσιν εις τά Γραφεία Δημ. Δέσπ. Στοά 'Αγ. Μηνά xyxy=(52,233,258,254)
facts-item: ΑΠΩΛΕΙΑ ΠΙΛΙΟΥ xyxy=(1343,1298,1450,1312)
col5-body: ἡ ἐπιτροπή τοῦ συλλόγου ἀνακοινοῖ ὅτι κατά τήν προσεχῆ Κυριακήν θά διεξαχθῇ ἡ συνάντησις μεταξύ τῶν ὁμάδων τῆς πόλεως καί τῆς ὑπαίθρου εἰς τό γήπεδον τῆς Θεσσαλονίκης, ἐπί παρουσίᾳ τῶν ἀρχῶν καί πλήθους κόσμου xyxy=(868,386,1058,497)
col4-body: ἡ ἐπιτροπή τοῦ συλλόγου ἀνακοινοῖ ὅτι κατά τήν προσεχῆ Κυριακήν θά διεξαχθῇ ἡ συνάντησις μεταξύ τῶν ὁμάδων τῆς πόλεως καί τῆς ὑπαίθρου εἰς τό γήπεδον τῆς Θεσσαλονίκης, ἐπί παρουσίᾳ τῶν ἀρχῶν καί πλήθους κόσμου xyxy=(655,2043,859,2140)
ovo-ingredient-labels xyxy=(61,1508,103,1589)
column-rule xyxy=(649,99,651,2109)
aspirin-title: ΚΑΚΟΜΟΙΡΟ ΠΑΙΔΑΚΙ xyxy=(1326,1600,1471,1616)
facts-body: ἡ ἐπιτροπή τοῦ συλλόγου ἀνακοινοῖ ὅτι κατά τήν προσεχῆ Κυριακήν θά διεξαχθῇ ἡ συνάντησις μεταξύ τῶν ὁμάδων τῆς πόλεως καί τῆς ὑπαίθρου εἰς τό γήπεδον τῆς Θεσσαλονίκης, ἐπί παρουσίᾳ τῶν ἀρχῶν καί πλήθους κόσμου xyxy=(1268,577,1525,659)
bayer-cross-icon: BAYER xyxy=(1316,1655,1372,1711)
auction-body: ἡ ἐπιτροπή τοῦ συλλόγου ἀνακοινοῖ ὅτι κατά τήν προσεχῆ Κυριακήν θά διεξαχθῇ ἡ συνάντησις μεταξύ τῶν ὁμάδων τῆς πόλεως καί τῆς ὑπαίθρου εἰς τό γήπεδον τῆς Θεσσαλονίκης, ἐπί παρουσίᾳ τῶν ἀρχῶν καί πλήθους κόσμου xyxy=(39,727,272,811)
chamber-body: ἡ ἐπιτροπή τοῦ συλλόγου ἀνακοινοῖ ὅτι κατά τήν προσεχῆ Κυριακήν θά διεξαχθῇ ἡ συνάντησις μεταξύ τῶν ὁμάδων τῆς πόλεως καί τῆς ὑπαίθρου εἰς τό γήπεδον τῆς Θεσσαλονίκης, ἐπί παρουσίᾳ τῶν ἀρχῶν καί πλήθους κόσμου xyxy=(1268,1877,1525,1960)
food-ad xyxy=(1066,1802,1257,1948)
gov-signature: Σ. ΓΟΝΑΤΑΣ xyxy=(788,1451,859,1464)
akritai-title: ΟΙ ΑΚΡΙΤΑΙ xyxy=(711,862,802,880)
col4-body: ἡ ἐπιτροπή τοῦ συλλόγου ἀνακοινοῖ ὅτι κατά τήν προσεχῆ Κυριακήν θά διεξαχθῇ ἡ συνάντησις μεταξύ τῶν ὁμάδων τῆς πόλεως καί τῆς ὑπαίθρου εἰς τό γήπεδον τῆς Θεσσαλονίκης, ἐπί παρουσίᾳ τῶν ἀρχῶν καί πλήθους κόσμου xyxy=(655,1718,859,1815)
col4-body: ἡ ἐπιτροπή τοῦ συλλόγου ἀνακοινοῖ ὅτι κατά τήν προσεχῆ Κυριακήν θά διεξαχθῇ ἡ συνάντησις μεταξύ τῶν ὁμάδων τῆς πόλεως καί τῆς ὑπαίθρου εἰς τό γήπεδον τῆς Θεσσαλονίκης, ἐπί παρουσίᾳ τῶν ἀρχῶν καί πλήθους κόσμου xyxy=(655,360,859,457)
col5-body: ἡ ἐπιτροπή τοῦ συλλόγου ἀνακοινοῖ ὅτι κατά τήν προσεχῆ Κυριακήν θά διεξαχθῇ ἡ συνάντησις μεταξύ τῶν ὁμάδων τῆς πόλεως καί τῆς ὑπαίθρου εἰς τό γήπεδον τῆς Θεσσαλονίκης, ἐπί παρουσίᾳ τῶν ἀρχῶν καί πλήθους κόσμου xyxy=(1066,1412,1257,1523)
sports-body: ἡ ἐπιτροπή τοῦ συλλόγου ἀνακοινοῖ ὅτι κατά τήν προσεχῆ Κυριακήν θά διεξαχθῇ ἡ συνάντησις μεταξύ τῶν ὁμάδων τῆς πόλεως καί τῆς ὑπαίθρου εἰς τό γήπεδον τῆς Θεσσαλονίκης, ἐπί παρουσίᾳ τῶν ἀρχῶν καί πλήθους κόσμου xyxy=(284,597,458,708)
col5-body: ἡ ἐπιτροπή τοῦ συλλόγου ἀνακοινοῖ ὅτι κατά τήν προσεχῆ Κυριακήν θά διεξαχθῇ ἡ συνάντησις μεταξύ τῶν ὁμάδων τῆς πόλεως καί τῆς ὑπαίθρου εἰς τό γήπεδον τῆς Θεσσαλονίκης, ἐπί παρουσίᾳ τῶν ἀρχῶν καί πλήθους κόσμου xyxy=(868,276,1058,386)
poles-headline: ΟΙ ΗΛΕΚΤΡΙΚΟΙ ΣΤΥΛΟΙ ΚΑΙ ΤΑ ΔΥΣΤΥΧΗΜΑΤΑ xyxy=(659,125,855,160)
ads-title: ΑΓΓΕΛΙΑΙ και ΔΙΑΦΗΜΙΣΕΙΣ xyxy=(68,220,243,233)
aspirin-text: δέν θά έπάσχες έτσι άδικα ἄν οἱ γονεῖς σου ἤξεραν πώς xyxy=(1290,1620,1507,1645)
col4-body: ἡ ἐπιτροπή τοῦ συλλόγου ἀνακοινοῖ ὅτι κατά τήν προσεχῆ Κυριακήν θά διεξαχθῇ ἡ συνάντησις μεταξύ τῶν ὁμάδων τῆς πόλεως καί τῆς ὑπαίθρου εἰς τό γήπεδον τῆς Θεσσαλονίκης, ἐπί παρουσίᾳ τῶν ἀρχῶν καί πλήθους κόσμου xyxy=(655,740,859,837)
welfare-illustration-icon xyxy=(870,107,1255,219)
facts-title: ΓΕΓΟΝΟΤΑ xyxy=(1268,105,1525,140)
ovo-brand: OBOMALTINH xyxy=(105,1888,581,1957)
sports-headline: ΤΟ ΠΡΩΤΑΘΛΗΜΑ ΤΩΝ ΕΠΑΡΧΙΩΝ ΑΡΧΕΤΑΙ ΟΡΙΣΤΙΚΩΣ ΤΗΝ ΚΥΡΙΑΚΗΝ xyxy=(284,189,643,259)
sports-body: ἡ ἐπιτροπή τοῦ συλλόγου ἀνακοινοῖ ὅτι κατά τήν προσεχῆ Κυριακήν θά διεξαχθῇ ἡ συνάντησις μεταξύ τῶν ὁμάδων τῆς πόλεως καί τῆς ὑπαίθρου εἰς τό γήπεδον τῆς Θεσσαλονίκης, ἐπί παρουσίᾳ τῶν ἀρχῶν καί πλήθους κόσμου xyxy=(284,486,458,597)
aspirin-product-sub: ΔΙΣΚΙΑ xyxy=(1404,1685,1457,1700)
col4-body: ἡ ἐπιτροπή τοῦ συλλόγου ἀνακοινοῖ ὅτι κατά τήν προσεχῆ Κυριακήν θά διεξαχθῇ ἡ συνάντησις μεταξύ τῶν ὁμάδων τῆς πόλεως καί τῆς ὑπαίθρου εἰς τό γήπεδον τῆς Θεσσαλονίκης, ἐπί παρουσίᾳ τῶν ἀρχῶν καί πλήθους κόσμου xyxy=(655,1256,859,1353)
free-tribune-title: ΕΛΕΥΘΕΡΟΝ ΒΗΜΑ xyxy=(655,470,796,486)
ovo-label: Κριθή xyxy=(61,1557,93,1570)
col4-body: ἡ ἐπιτροπή τοῦ συλλόγου ἀνακοινοῖ ὅτι κατά τήν προσεχῆ Κυριακήν θά διεξαχθῇ ἡ συνάντησις μεταξύ τῶν ὁμάδων τῆς πόλεως καί τῆς ὑπαίθρου εἰς τό γήπεδον τῆς Θεσσαλονίκης, ἐπί παρουσίᾳ τῶν ἀρχῶν καί πλήθους κόσμου xyxy=(655,166,859,263)
ovo-maker-city: BERNE xyxy=(314,2044,372,2059)
ovo-city: ΑΘΗΝΑΙ xyxy=(313,1854,373,1868)
masthead-date: 5 xyxy=(148,162,168,196)
facts-item: ΕΥΧΑΡΙΣΤΗΡΙΟΝ xyxy=(1344,871,1449,885)
wanted2-label: ΖΗΤΕΙΤΑΙ xyxy=(1269,2061,1335,2075)
col5-body: ἡ ἐπιτροπή τοῦ συλλόγου ἀνακοινοῖ ὅτι κατά τήν προσεχῆ Κυριακήν θά διεξαχθῇ ἡ συνάντησις μεταξύ τῶν ὁμάδων τῆς πόλεως καί τῆς ὑπαίθρου εἰς τό γήπεδον τῆς Θεσσαλονίκης, ἐπί παρουσίᾳ τῶν ἀρχῶν καί πλήθους κόσμου xyxy=(1067,922,1257,1032)
opportunity2-title: ΣΠΟΥΔΑΙΑ ΕΥΚΑΙΡΙΑ xyxy=(888,1703,1039,1719)
ovo-value: Λίπη 8% xyxy=(275,1488,321,1501)
ovo-label: Αὐγά xyxy=(61,1525,89,1538)
chamber-subtitle: ΠΡΟΣΚΛΗΣΙΣ xyxy=(1351,1860,1442,1873)
chamber-body: ἡ ἐπιτροπή τοῦ συλλόγου ἀνακοινοῖ ὅτι κατά τήν προσεχῆ Κυριακήν θά διεξαχθῇ ἡ συνάντησις μεταξύ τῶν ὁμάδων τῆς πόλεως καί τῆς ὑπαίθρου εἰς τό γήπεδον τῆς Θεσσαλονίκης, ἐπί παρουσίᾳ τῶν ἀρχῶν καί πλήθους κόσμου xyxy=(1268,2075,1525,2159)
lost-label: ΑΠΩΛΕΣΘΗ xyxy=(1067,1541,1146,1556)
ovo-value: Λεύκωμα 14.5% xyxy=(275,1459,362,1472)
municipal-title: ΔΗΜΟΣ ΘΕΣΣΑΛΟΝΙΚΗΣ xyxy=(66,689,245,705)
col5-body: ἡ ἐπιτροπή τοῦ συλλόγου ἀνακοινοῖ ὅτι κατά τήν προσεχῆ Κυριακήν θά διεξαχθῇ ἡ συνάντησις μεταξύ τῶν ὁμάδων τῆς πόλεως καί τῆς ὑπαίθρου εἰς τό γήπεδον τῆς Θεσσαλονίκης, ἐπί παρουσίᾳ τῶν ἀρχῶν καί πλήθους κόσμου xyxy=(868,1576,1059,1687)
tomorrow-text: Τό δεύτερον μέρος τῆς ἱστορικῆς μελέτης τοῦ κ. Β. ΓΕΝΝΗΜΑΤΑ xyxy=(52,634,258,679)
page-header-rule xyxy=(39,78,1525,95)
col5-body: ἡ ἐπιτροπή τοῦ συλλόγου ἀνακοινοῖ ὅτι κατά τήν προσεχῆ Κυριακήν θά διεξαχθῇ ἡ συνάντησις μεταξύ τῶν ὁμάδων τῆς πόλεως καί τῆς ὑπαίθρου εἰς τό γήπεδον τῆς Θεσσαλονίκης, ἐπί παρουσίᾳ τῶν ἀρχῶν καί πλήθους κόσμου xyxy=(1067,456,1257,567)
